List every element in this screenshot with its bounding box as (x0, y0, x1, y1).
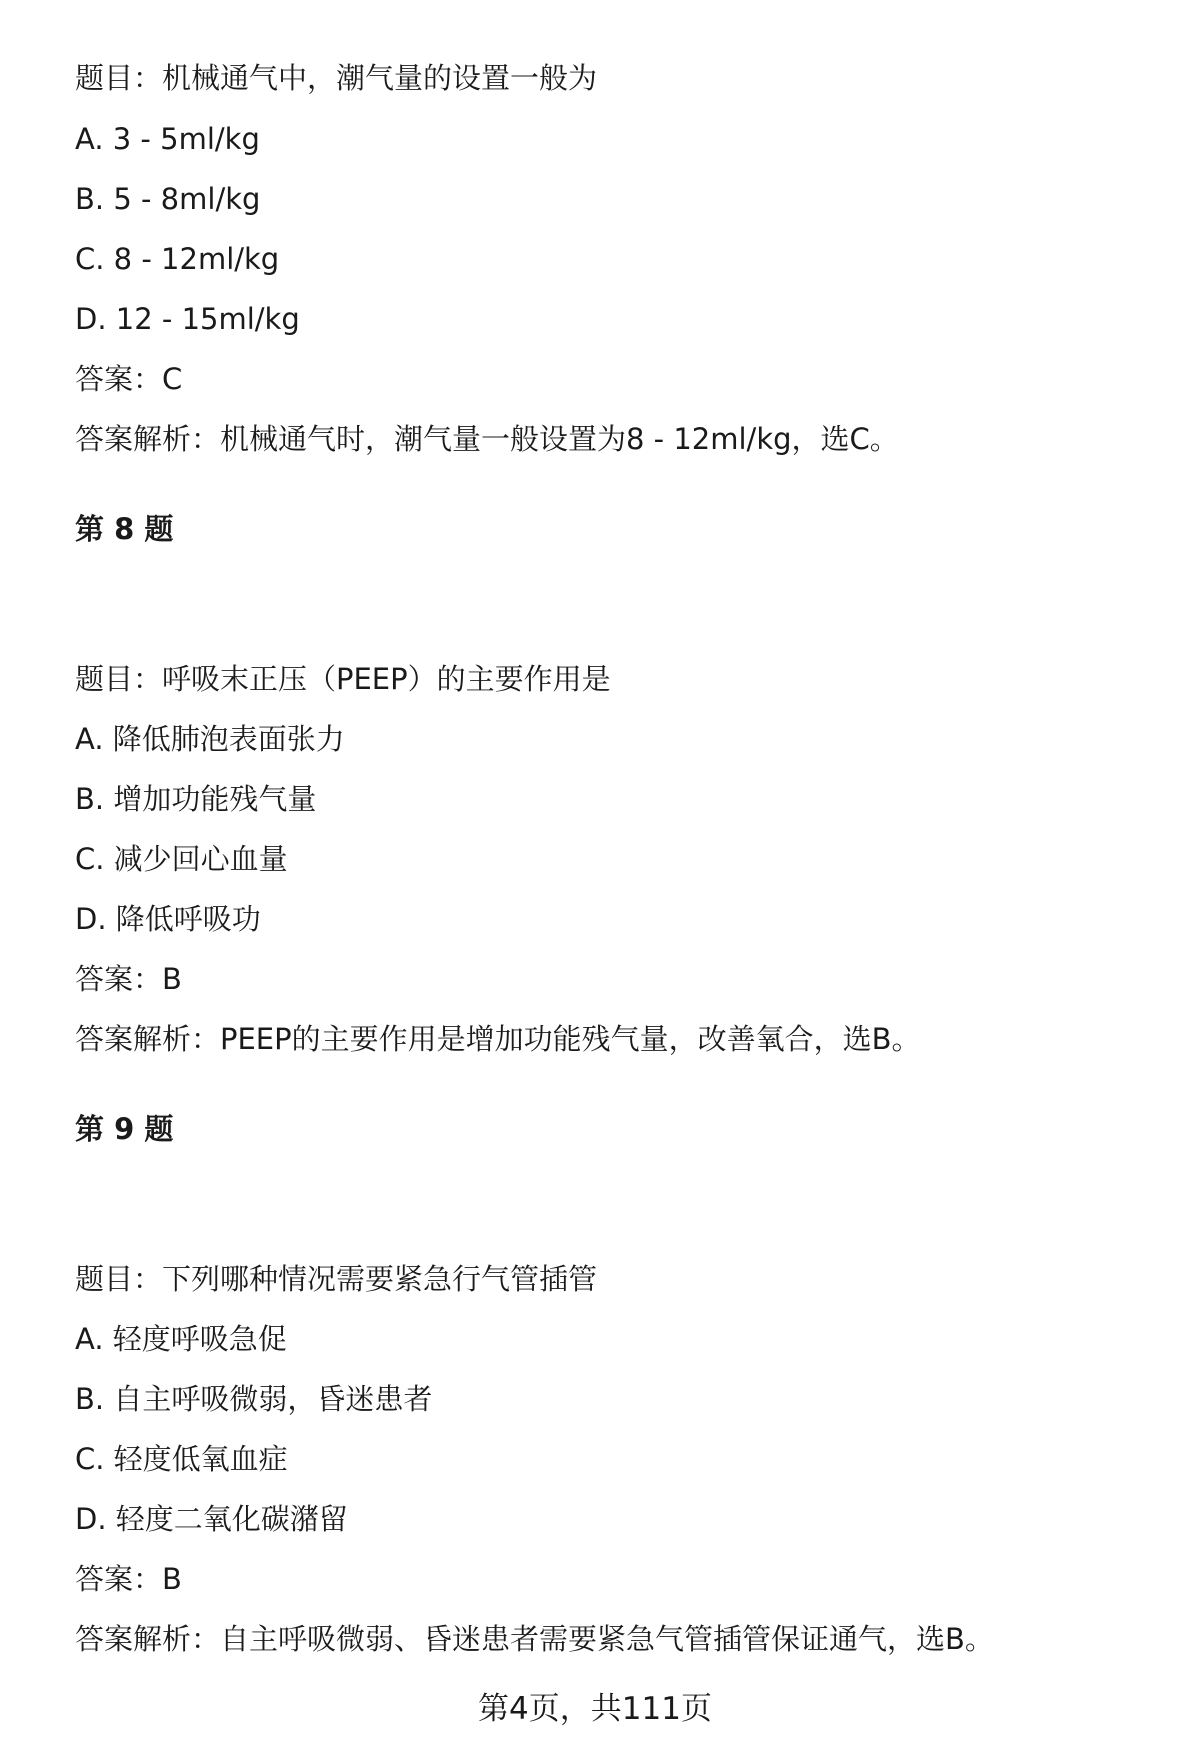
question-7-option-c: C. 8 - 12ml/kg (75, 242, 280, 276)
question-9-option-b: B. 自主呼吸微弱，昏迷患者 (75, 1382, 433, 1416)
question-9-heading: 第 9 题 (75, 1112, 174, 1146)
question-7-option-a: A. 3 - 5ml/kg (75, 122, 260, 156)
question-9-option-a: A. 轻度呼吸急促 (75, 1322, 287, 1356)
question-9-analysis: 答案解析：自主呼吸微弱、昏迷患者需要紧急气管插管保证通气，选B。 (75, 1622, 994, 1656)
question-9-answer: 答案：B (75, 1562, 182, 1596)
question-7-option-b: B. 5 - 8ml/kg (75, 182, 261, 216)
question-8-analysis: 答案解析：PEEP的主要作用是增加功能残气量，改善氧合，选B。 (75, 1022, 921, 1056)
question-9-stem: 题目：下列哪种情况需要紧急行气管插管 (75, 1262, 598, 1296)
question-7-option-d: D. 12 - 15ml/kg (75, 302, 300, 336)
question-8-option-c: C. 减少回心血量 (75, 842, 288, 876)
question-7-stem: 题目：机械通气中，潮气量的设置一般为 (75, 61, 598, 95)
question-8-option-b: B. 增加功能残气量 (75, 782, 317, 816)
question-7-answer: 答案：C (75, 362, 183, 396)
question-8-heading: 第 8 题 (75, 512, 174, 546)
page-number-footer: 第4页，共111页 (478, 1691, 712, 1727)
question-7-analysis: 答案解析：机械通气时，潮气量一般设置为8 - 12ml/kg，选C。 (75, 422, 899, 456)
question-9-option-c: C. 轻度低氧血症 (75, 1442, 288, 1476)
question-8-option-d: D. 降低呼吸功 (75, 902, 261, 936)
question-9-option-d: D. 轻度二氧化碳潴留 (75, 1502, 348, 1536)
question-8-option-a: A. 降低肺泡表面张力 (75, 722, 345, 756)
question-8-answer: 答案：B (75, 962, 182, 996)
question-8-stem: 题目：呼吸末正压（PEEP）的主要作用是 (75, 662, 611, 696)
